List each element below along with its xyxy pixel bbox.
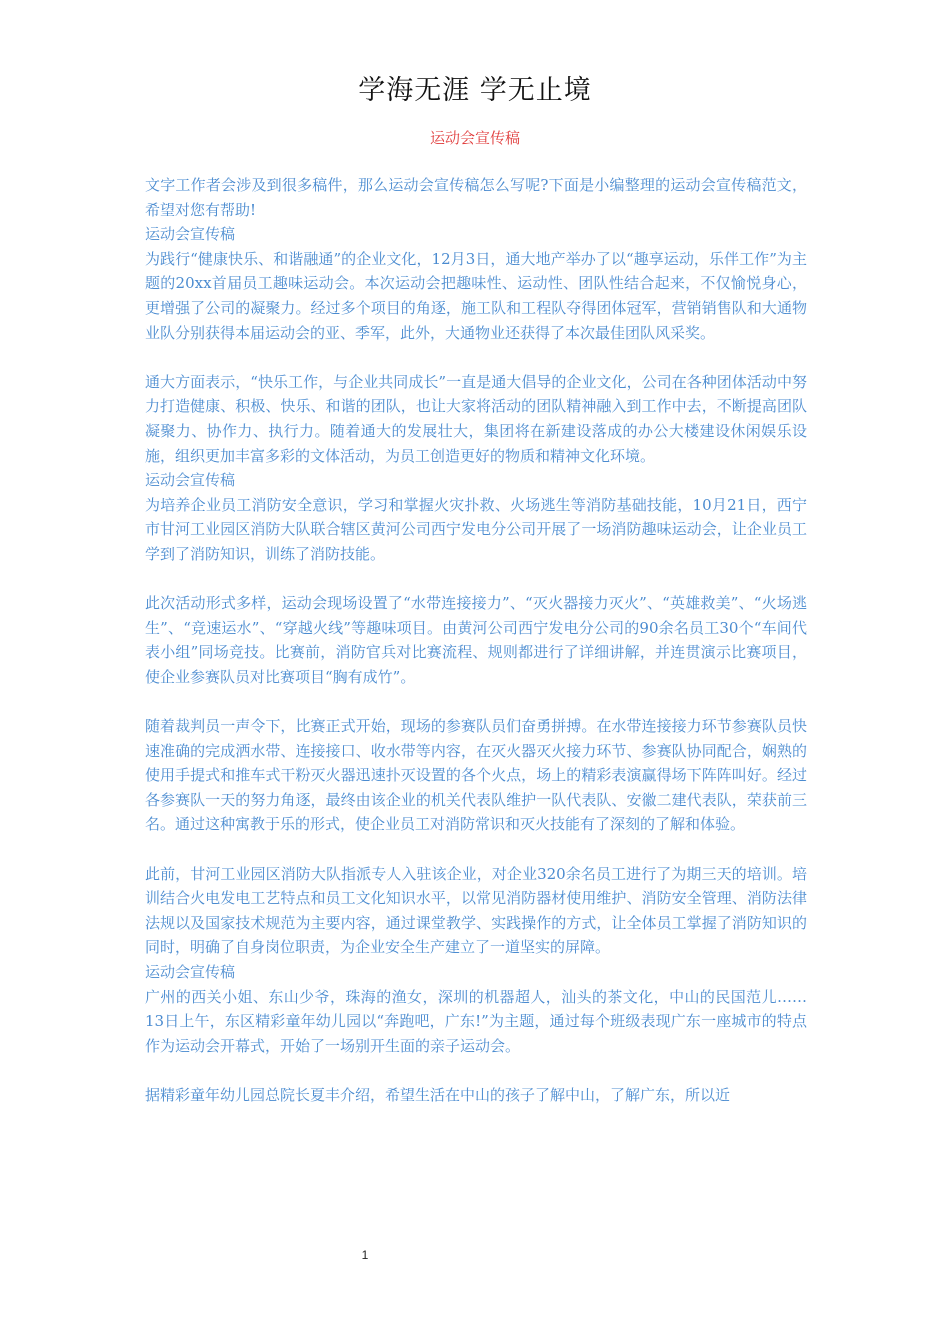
paragraph-intro: 文字工作者会涉及到很多稿件，那么运动会宣传稿怎么写呢?下面是小编整理的运动会宣传稿范文，希望对您有帮助! [145, 176, 807, 219]
paragraph: 为践行“健康快乐、和谐融通”的企业文化，12月3日，通大地产举办了以“趣享运动，乐伴工作”为主题的20xx首届员工趣味运动会。本次运动会把趣味性、运动性、团队性结合起来，不仅愉悦身心，更增强了公司的凝聚力。经过多个项目的角逐，施工队和工程队夺得团体冠军，营销销售队和大通物业队分别获得本届运动会的亚、季军，此外，大通物业还获得了本次最佳团队风采奖。 [145, 249, 807, 342]
paragraph: 为培养企业员工消防安全意识，学习和掌握火灾扑救、火场逃生等消防基础技能，10月21日，西宁市甘河工业园区消防大队联合辖区黄河公司西宁发电分公司开展了一场消防趣味运动会，让企业员工学到了消防知识，训练了消防技能。 [145, 495, 807, 563]
page-number: 1 [361, 1248, 369, 1262]
paragraph: 此次活动形式多样，运动会现场设置了“水带连接接力”、“灭火器接力灭火”、“英雄救美”、“火场逃生”、“竞速运水”、“穿越火线”等趣味项目。由黄河公司西宁发电分公司的90余名员工30个“车间代表小组”同场竞技。比赛前，消防官兵对比赛流程、规则都进行了详细讲解，并连贯演示比赛项目，使企业参赛队员对比赛项目“胸有成竹”。 [145, 594, 807, 686]
section-heading: 运动会宣传稿 [145, 471, 236, 490]
document-body [145, 173, 807, 1108]
paragraph: 据精彩童年幼儿园总院长夏丰介绍，希望生活在中山的孩子了解中山，了解广东，所以近 [145, 1085, 731, 1104]
paragraph: 通大方面表示，“快乐工作，与企业共同成长”一直是通大倡导的企业文化，公司在各种团体活动中努力打造健康、积极、快乐、和谐的团队，也让大家将活动的团队精神融入到工作中去，不断提高团队凝聚力、协作力、执行力。随着通大的发展壮大，集团将在新建设落成的办公大楼建设休闲娱乐设施，组织更加丰富多彩的文体活动，为员工创造更好的物质和精神文化环境。 [145, 372, 807, 465]
document-title: 运动会宣传稿 [429, 129, 520, 147]
paragraph: 广州的西关小姐、东山少爷，珠海的渔女，深圳的机器超人，汕头的茶文化，中山的民国范儿……13日上午，东区精彩童年幼儿园以“奔跑吧，广东!”为主题，通过每个班级表现广东一座城市的特点作为运动会开幕式，开始了一场别开生面的亲子运动会。 [145, 987, 807, 1055]
paragraph: 此前，甘河工业园区消防大队指派专人入驻该企业，对企业320余名员工进行了为期三天的培训。培训结合火电发电工艺特点和员工文化知识水平，以常见消防器材使用维护、消防安全管理、消防法律法规以及国家技术规范为主要内容，通过课堂教学、实践操作的方式，让全体员工掌握了消防知识的同时，明确了自身岗位职责，为企业安全生产建立了一道坚实的屏障。 [145, 864, 807, 957]
page-header-motto: 学海无涯 学无止境 [358, 75, 592, 106]
section-heading: 运动会宣传稿 [145, 225, 236, 244]
paragraph: 随着裁判员一声令下，比赛正式开始，现场的参赛队员们奋勇拼搏。在水带连接接力环节参赛队员快速准确的完成洒水带、连接接口、收水带等内容，在灭火器灭火接力环节、参赛队协同配合，娴熟的使用手提式和推车式干粉灭火器迅速扑灭设置的各个火点，场上的精彩表演赢得场下阵阵叫好。经过各参赛队一天的努力角逐，最终由该企业的机关代表队维护一队代表队、安徽二建代表队，荣获前三名。通过这种寓教于乐的形式，使企业员工对消防常识和灭火技能有了深刻的了解和体验。 [145, 717, 807, 834]
section-heading: 运动会宣传稿 [145, 963, 236, 981]
